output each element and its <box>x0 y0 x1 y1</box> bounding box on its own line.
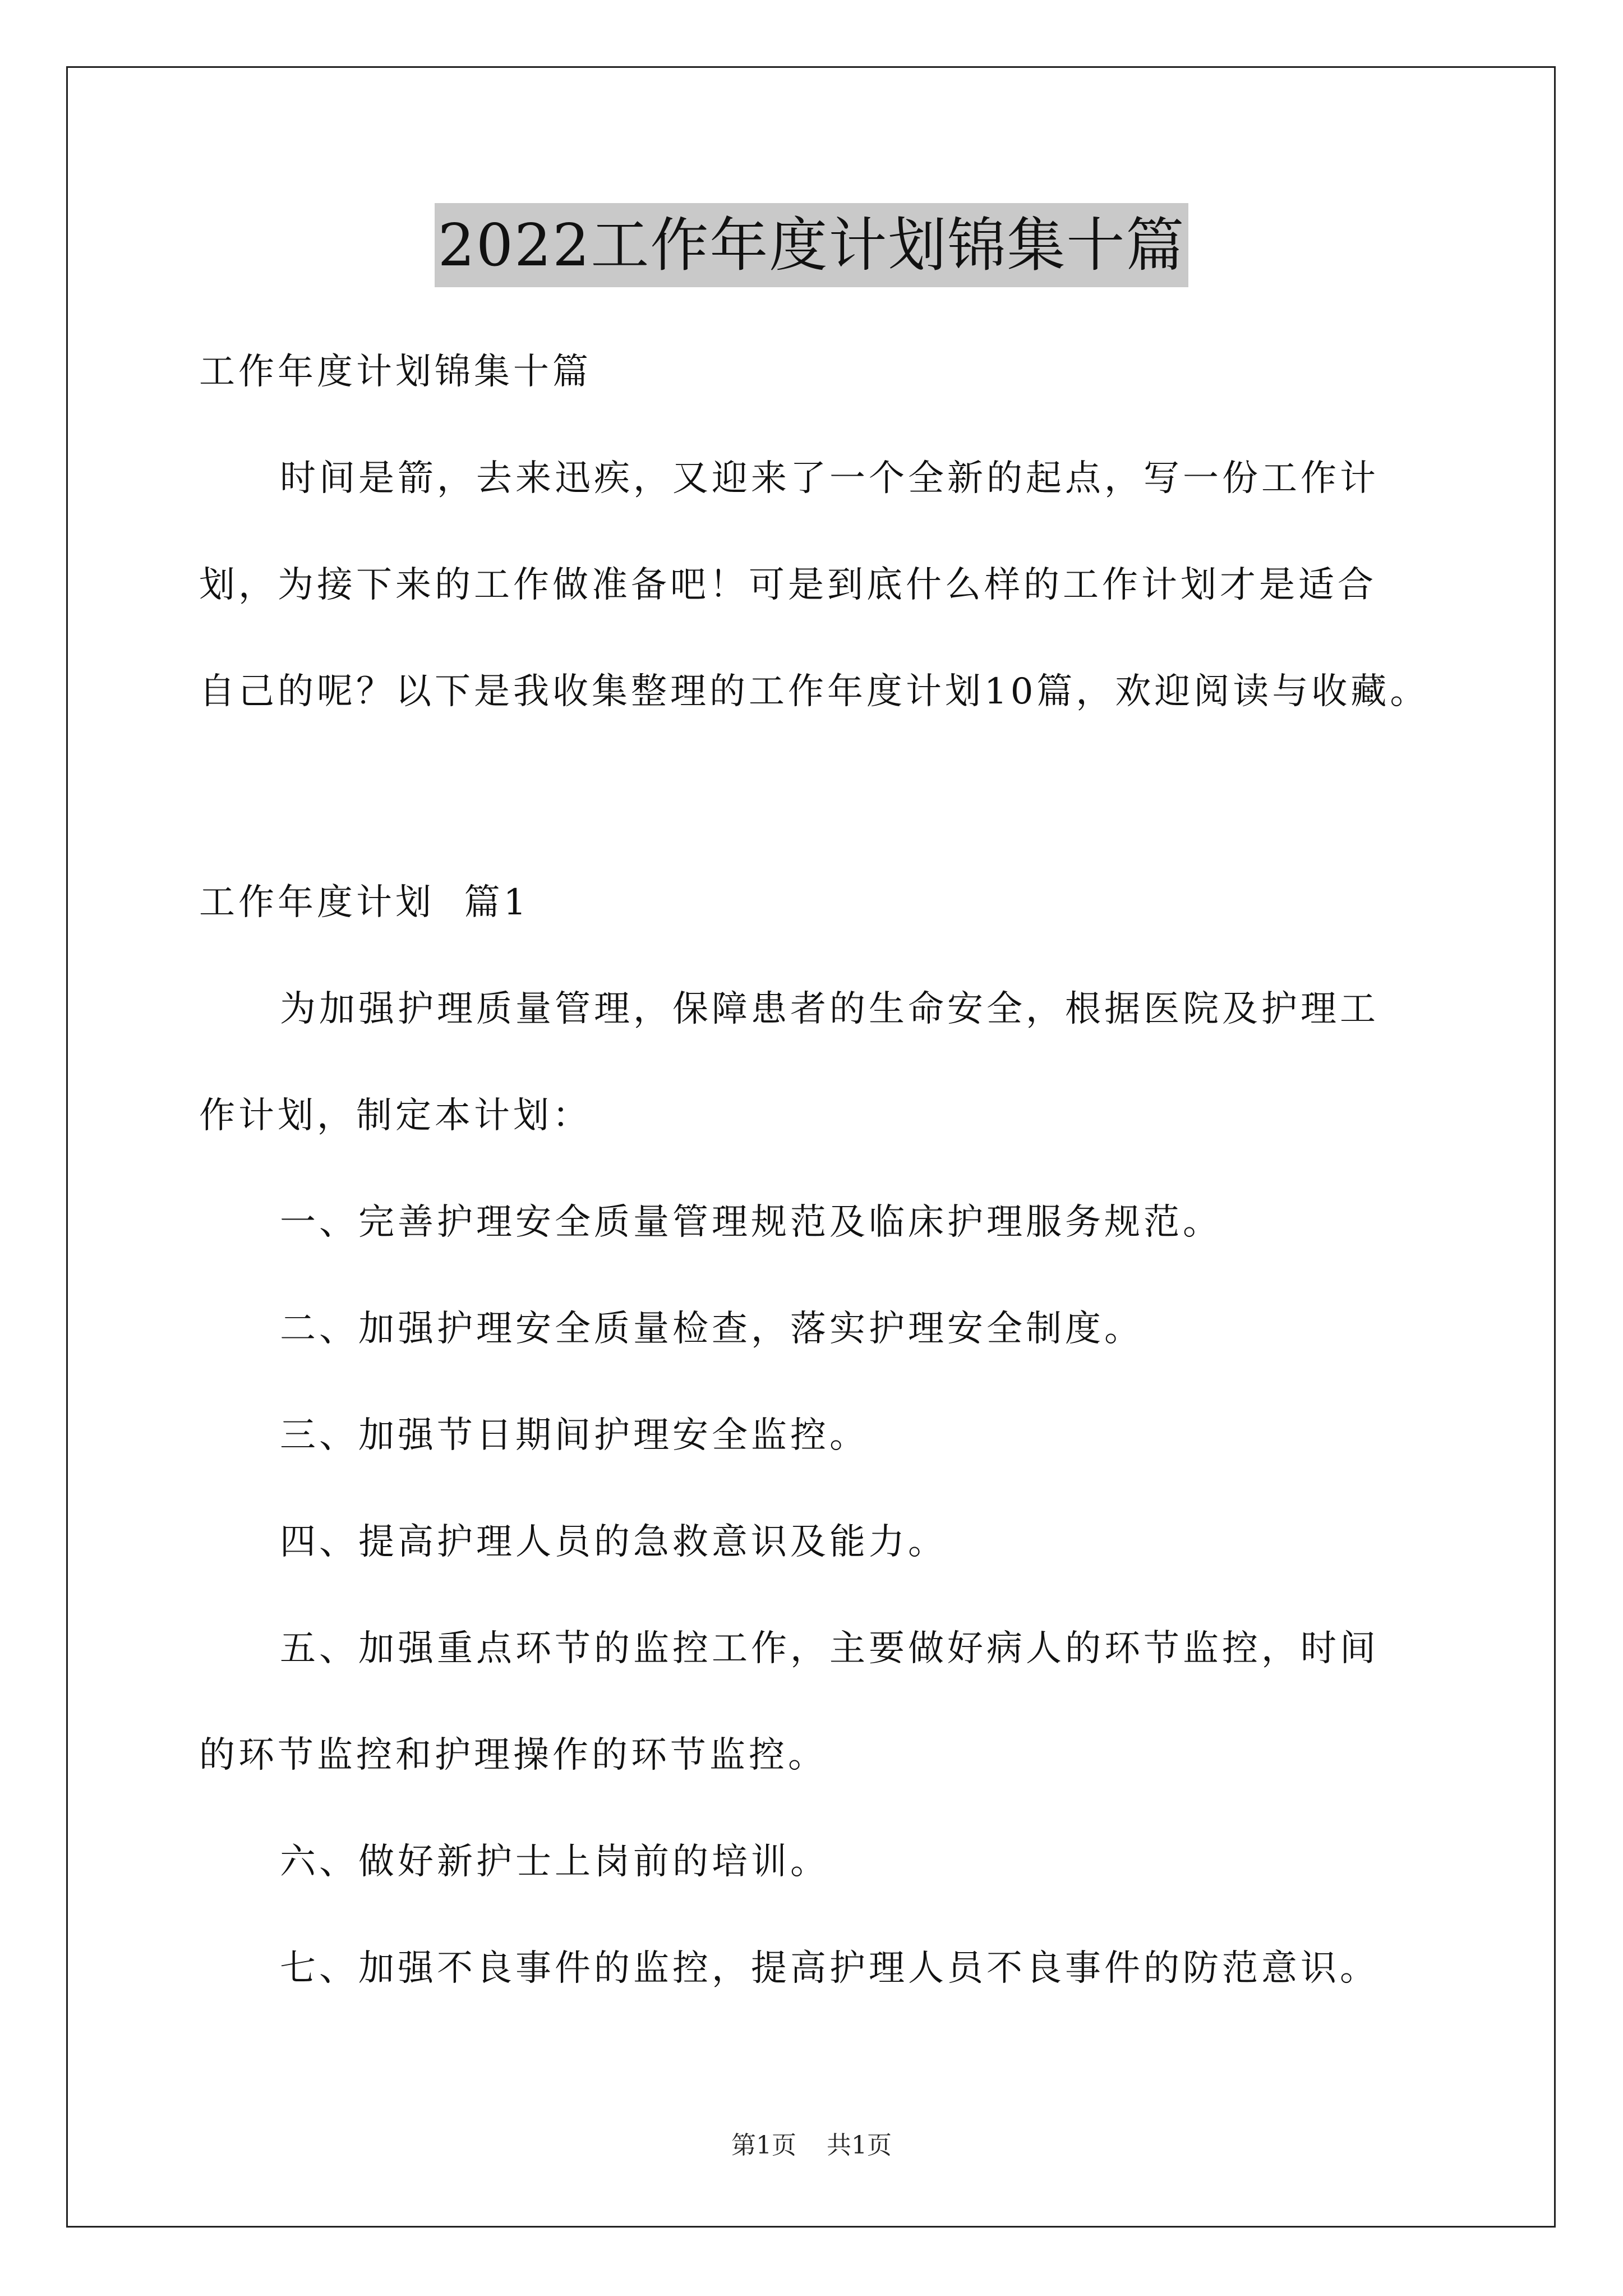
intro-paragraph-line: 时间是箭，去来迅疾，又迎来了一个全新的起点，写一份工作计 <box>280 458 1379 499</box>
intro-paragraph-line: 自己的呢？以下是我收集整理的工作年度计划10篇，欢迎阅读与收藏。 <box>199 671 1430 712</box>
intro-paragraph-line: 划，为接下来的工作做准备吧！可是到底什么样的工作计划才是适合 <box>199 564 1377 606</box>
list-item: 二、加强护理安全质量检查，落实护理安全制度。 <box>280 1308 1144 1350</box>
page-number-total: 共1页 <box>827 2131 892 2160</box>
list-item: 五、加强重点环节的监控工作，主要做好病人的环节监控，时间 <box>280 1628 1379 1669</box>
title-container <box>0 203 1623 287</box>
document-subtitle: 工作年度计划锦集十篇 <box>199 351 592 393</box>
section-paragraph-line: 为加强护理质量管理，保障患者的生命安全，根据医院及护理工 <box>280 988 1379 1030</box>
document-title: 2022工作年度计划锦集十篇 <box>435 203 1189 287</box>
list-item: 六、做好新护士上岗前的培训。 <box>280 1841 829 1883</box>
section-heading: 工作年度计划 篇1 <box>199 882 530 923</box>
list-item: 三、加强节日期间护理安全监控。 <box>280 1415 869 1456</box>
section-paragraph-line: 作计划，制定本计划： <box>199 1095 592 1137</box>
document-body <box>199 345 1433 1995</box>
list-item: 四、提高护理人员的急救意识及能力。 <box>280 1521 947 1563</box>
page-number-current: 第1页 <box>731 2131 796 2160</box>
page-footer <box>0 2129 1623 2162</box>
list-item: 一、完善护理安全质量管理规范及临床护理服务规范。 <box>280 1202 1222 1243</box>
list-item: 七、加强不良事件的监控，提高护理人员不良事件的防范意识。 <box>280 1948 1379 1989</box>
list-item-continuation: 的环节监控和护理操作的环节监控。 <box>199 1734 827 1776</box>
